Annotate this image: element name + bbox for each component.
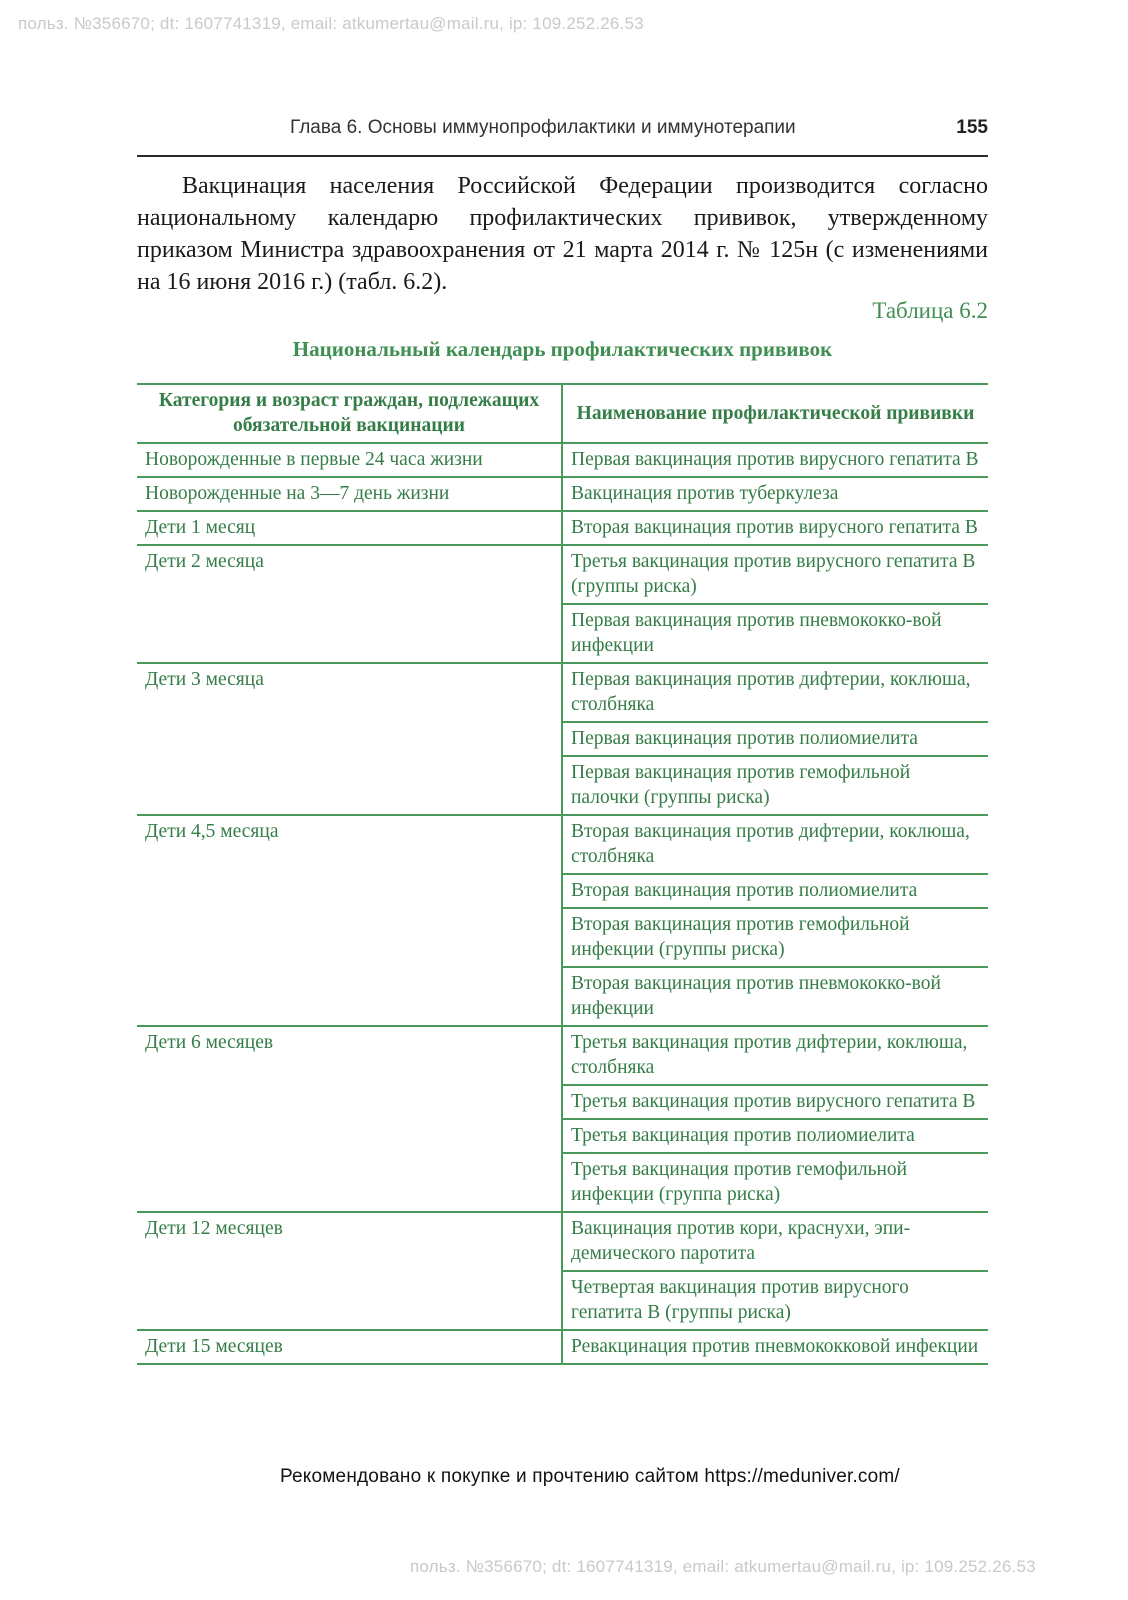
category-cell: Дети 6 месяцев — [137, 1026, 562, 1212]
header-category: Категория и возраст граждан, подлежащих обязательной вакцинации — [137, 384, 562, 443]
vaccination-cell: Вторая вакцинация против дифтерии, коклюша, столбняка — [562, 815, 988, 874]
vaccination-cell: Третья вакцинация против дифтерии, коклюша, столбняка — [562, 1026, 988, 1085]
table-row — [137, 511, 988, 545]
vaccination-cell: Вторая вакцинация против пневмококко-вой инфекции — [562, 967, 988, 1026]
table-caption: Таблица 6.2 — [872, 298, 988, 323]
vaccination-cell: Вторая вакцинация против гемофильной инфекции (группы риска) — [562, 908, 988, 967]
table-row — [137, 1212, 988, 1271]
table-row — [137, 477, 988, 511]
category-cell: Дети 1 месяц — [137, 511, 562, 545]
vaccination-cell: Третья вакцинация против вирусного гепатита В (группы риска) — [562, 545, 988, 604]
intro-paragraph: Вакцинация населения Российской Федерации производится согласно национальному календарю профилактических прививок, утвержденному приказом Министра здравоохранения от 21 марта 2014 г. № 125н (с изменениями на 16 июня 2016 г.) (табл. 6.2). — [137, 173, 988, 295]
table-row — [137, 1330, 988, 1364]
table-title: Национальный календарь профилактических прививок — [292, 337, 833, 361]
vaccination-cell: Ревакцинация против пневмококковой инфекции — [562, 1330, 988, 1364]
vaccination-cell: Третья вакцинация против гемофильной инфекции (группа риска) — [562, 1153, 988, 1212]
category-cell: Дети 2 месяца — [137, 545, 562, 663]
vaccination-cell: Первая вакцинация против пневмококко-вой инфекции — [562, 604, 988, 663]
vaccination-cell: Первая вакцинация против вирусного гепатита В — [562, 443, 988, 477]
page-number: 155 — [956, 117, 988, 138]
header-vaccination: Наименование профилактической прививки — [562, 384, 988, 443]
vaccination-cell: Вакцинация против туберкулеза — [562, 477, 988, 511]
vaccination-cell: Третья вакцинация против вирусного гепатита В — [562, 1085, 988, 1119]
chapter-title: Глава 6. Основы иммунопрофилактики и иммунотерапии — [290, 117, 796, 138]
table-row — [137, 663, 988, 722]
category-cell: Дети 12 месяцев — [137, 1212, 562, 1330]
vaccination-cell: Первая вакцинация против дифтерии, коклюша, столбняка — [562, 663, 988, 722]
vaccination-cell: Первая вакцинация против полиомиелита — [562, 722, 988, 756]
vaccination-cell: Первая вакцинация против гемофильной палочки (группы риска) — [562, 756, 988, 815]
category-cell: Дети 15 месяцев — [137, 1330, 562, 1364]
footer-note: Рекомендовано к покупке и прочтению сайтом https://meduniver.com/ — [280, 1466, 900, 1487]
category-cell: Новорожденные на 3—7 день жизни — [137, 477, 562, 511]
page-header — [137, 115, 988, 157]
vaccination-table — [137, 383, 988, 1365]
vaccination-cell: Вакцинация против кори, краснухи, эпи-демического паротита — [562, 1212, 988, 1271]
vaccination-cell: Третья вакцинация против полиомиелита — [562, 1119, 988, 1153]
category-cell: Дети 3 месяца — [137, 663, 562, 815]
vaccination-cell: Вторая вакцинация против полиомиелита — [562, 874, 988, 908]
table-row — [137, 443, 988, 477]
category-cell: Новорожденные в первые 24 часа жизни — [137, 443, 562, 477]
vaccination-cell: Вторая вакцинация против вирусного гепатита В — [562, 511, 988, 545]
vaccination-cell: Четвертая вакцинация против вирусного гепатита В (группы риска) — [562, 1271, 988, 1330]
watermark-bottom: польз. №356670; dt: 1607741319, email: atkumertau@mail.ru, ip: 109.252.26.53 — [410, 1557, 1036, 1576]
table-row — [137, 1026, 988, 1085]
table-row — [137, 545, 988, 604]
table-header-row — [137, 384, 988, 443]
table-row — [137, 815, 988, 874]
category-cell: Дети 4,5 месяца — [137, 815, 562, 1026]
table-body — [137, 443, 988, 1364]
watermark-top: польз. №356670; dt: 1607741319, email: atkumertau@mail.ru, ip: 109.252.26.53 — [18, 14, 644, 33]
